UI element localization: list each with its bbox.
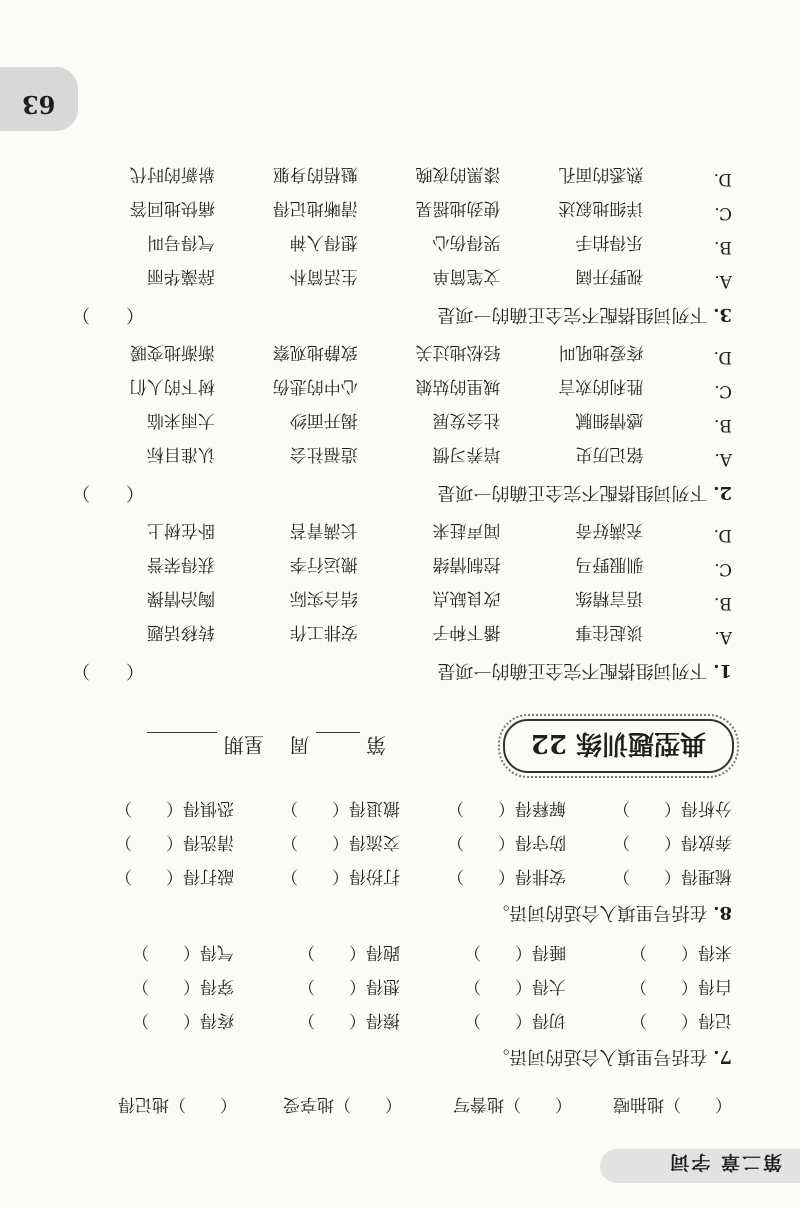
q7-row <box>72 1010 732 1035</box>
fill-item: 安排得（ ） <box>447 866 566 886</box>
option-word: 感情细腻 <box>575 410 644 430</box>
option-row <box>72 342 732 367</box>
q8-row <box>72 866 732 891</box>
question-3-heading <box>72 303 732 329</box>
option-word: 安排工作 <box>289 622 358 642</box>
q7-heading <box>72 1045 732 1071</box>
question-number: 3. <box>713 304 732 325</box>
option-row <box>72 520 732 545</box>
option-word: 致静地观察 <box>272 342 358 362</box>
fill-item: 交流得（ ） <box>281 832 400 852</box>
option-word: 胜利的欢言 <box>558 376 644 396</box>
option-word: 轻松地过关 <box>415 342 501 362</box>
option-label: A. <box>714 449 732 469</box>
option-word: 播下种子 <box>432 622 501 642</box>
fill-item: 擦得（ ） <box>298 1010 400 1030</box>
option-label: A. <box>714 627 732 647</box>
fill-item: 分析得（ ） <box>613 798 732 818</box>
option-word: 结合实际 <box>289 588 358 608</box>
option-word: 培养习惯 <box>432 444 501 464</box>
fill-item: 打扮得（ ） <box>281 866 400 886</box>
answer-parens[interactable]: （ ） <box>72 482 144 503</box>
page-number: 63 <box>22 90 56 119</box>
option-row <box>72 198 732 223</box>
fill-item: 穿得（ ） <box>132 976 234 996</box>
option-label: A. <box>714 271 732 291</box>
fill-item: 解释得（ ） <box>447 798 566 818</box>
week-number-blank[interactable] <box>316 732 360 751</box>
option-word: 心中的悲伤 <box>272 376 358 396</box>
fill-item: 撤退得（ ） <box>281 798 400 818</box>
fill-item: 疼得（ ） <box>132 1010 234 1030</box>
q8-row <box>72 798 732 823</box>
option-word: 详细地叙述 <box>558 198 644 218</box>
fill-item: 梳理得（ ） <box>613 866 732 886</box>
option-label: D. <box>713 525 732 545</box>
question-1-heading <box>72 659 732 685</box>
option-word: 哭得伤心 <box>432 232 501 252</box>
question-prompt: 在括号里填入合适的词语。 <box>491 902 708 923</box>
weekday-label: 星期 <box>223 733 264 757</box>
option-row <box>72 376 732 401</box>
option-word: 视野开阔 <box>575 266 644 286</box>
option-word: 渐渐地变暖 <box>129 342 215 362</box>
option-word: 树下的人们 <box>129 376 215 396</box>
question-prompt: 下列词组搭配不完全正确的一项是 <box>437 304 708 325</box>
fill-item: 奔放得（ ） <box>613 832 732 852</box>
option-label: B. <box>714 237 732 257</box>
option-word: 搬运行李 <box>289 554 358 574</box>
option-word: 想得入神 <box>289 232 358 252</box>
fill-item: 防守得（ ） <box>447 832 566 852</box>
question-number: 7. <box>713 1046 732 1067</box>
option-word: 陶冶情操 <box>146 588 215 608</box>
option-word: 魁梧的身躯 <box>272 164 358 184</box>
option-word: 熟悉的面孔 <box>558 164 644 184</box>
option-word: 语言精练 <box>575 588 644 608</box>
question-number: 1. <box>713 660 732 681</box>
fill-item: 气得（ ） <box>132 942 234 962</box>
fill-item: 想得（ ） <box>298 976 400 996</box>
q8-row <box>72 832 732 857</box>
option-row <box>72 232 732 257</box>
option-word: 铭记历史 <box>575 444 644 464</box>
fill-item: 恐惧得（ ） <box>115 798 234 818</box>
option-row <box>72 410 732 435</box>
option-word: 驯服野马 <box>575 554 644 574</box>
fill-item: 清洗得（ ） <box>115 832 234 852</box>
option-word: 认准目标 <box>146 444 215 464</box>
section-title: 典型题训练 22 <box>503 719 734 773</box>
answer-parens[interactable]: （ ） <box>72 660 144 681</box>
option-word: 痛快地回答 <box>129 198 215 218</box>
option-word: 转移话题 <box>146 622 215 642</box>
option-word: 充满好奇 <box>575 520 644 540</box>
q6-item: （ ）地享受 <box>283 1094 402 1114</box>
question-2-heading <box>72 481 732 507</box>
q7-row <box>72 942 732 967</box>
option-label: B. <box>714 593 732 613</box>
week-prefix: 第 <box>366 733 386 757</box>
option-word: 获得荣誉 <box>146 554 215 574</box>
option-word: 疼爱地吼叫 <box>558 342 644 362</box>
option-row <box>72 622 732 647</box>
q6-item: （ ）地记得 <box>118 1094 237 1114</box>
question-number: 8. <box>713 902 732 923</box>
option-word: 卧在树上 <box>146 520 215 540</box>
q8-heading <box>72 901 732 927</box>
option-word: 使劲地摇晃 <box>415 198 501 218</box>
question-prompt: 下列词组搭配不完全正确的一项是 <box>437 482 708 503</box>
option-label: D. <box>713 347 732 367</box>
option-row <box>72 554 732 579</box>
option-label: C. <box>714 381 732 401</box>
fill-item: 记得（ ） <box>630 1010 732 1030</box>
option-label: B. <box>714 415 732 435</box>
option-word: 谈起往事 <box>575 622 644 642</box>
answer-parens[interactable]: （ ） <box>72 304 144 325</box>
option-word: 崭新的时代 <box>129 164 215 184</box>
option-word: 造福社会 <box>289 444 358 464</box>
option-row <box>72 444 732 469</box>
option-row <box>72 266 732 291</box>
option-word: 揭开面纱 <box>289 410 358 430</box>
option-label: D. <box>713 169 732 189</box>
week-mid: 周 <box>289 733 310 757</box>
option-row <box>72 164 732 189</box>
chapter-label: 第二章 <box>718 1151 782 1173</box>
chapter-title: 字词 <box>668 1151 711 1173</box>
option-label: C. <box>714 203 732 223</box>
option-word: 生活简朴 <box>289 266 358 286</box>
fill-item: 睡得（ ） <box>464 942 566 962</box>
option-word: 漆黑的夜晚 <box>415 164 501 184</box>
question-number: 2. <box>713 482 732 503</box>
weekday-blank[interactable] <box>147 732 217 751</box>
fill-item: 白得（ ） <box>630 976 732 996</box>
q6-item: （ ）地抽噎 <box>613 1094 732 1114</box>
q7-row <box>72 976 732 1001</box>
option-word: 气得号叫 <box>146 232 215 252</box>
question-prompt: 在括号里填入合适的词语。 <box>491 1046 708 1067</box>
q6-row <box>72 1094 732 1119</box>
question-prompt: 下列词组搭配不完全正确的一项是 <box>437 660 708 681</box>
fill-item: 来得（ ） <box>630 942 732 962</box>
option-label: C. <box>714 559 732 579</box>
fill-item: 大得（ ） <box>464 976 566 996</box>
option-word: 闻声赶来 <box>432 520 501 540</box>
option-word: 清晰地记得 <box>272 198 358 218</box>
week-line <box>147 732 386 761</box>
option-word: 乐得拍手 <box>575 232 644 252</box>
option-row <box>72 588 732 613</box>
option-word: 大雨来临 <box>146 410 215 430</box>
option-word: 改良缺点 <box>432 588 501 608</box>
q6-item: （ ）地誊写 <box>453 1094 572 1114</box>
option-word: 长满青苔 <box>289 520 358 540</box>
option-word: 城里的姑娘 <box>415 376 501 396</box>
fill-item: 跑得（ ） <box>298 942 400 962</box>
fill-item: 切得（ ） <box>464 1010 566 1030</box>
option-word: 社会发展 <box>432 410 501 430</box>
option-word: 辞藻华丽 <box>146 266 215 286</box>
option-word: 控制情绪 <box>432 554 501 574</box>
fill-item: 敲打得（ ） <box>115 866 234 886</box>
running-header <box>668 1150 782 1177</box>
option-word: 文笔简单 <box>432 266 501 286</box>
